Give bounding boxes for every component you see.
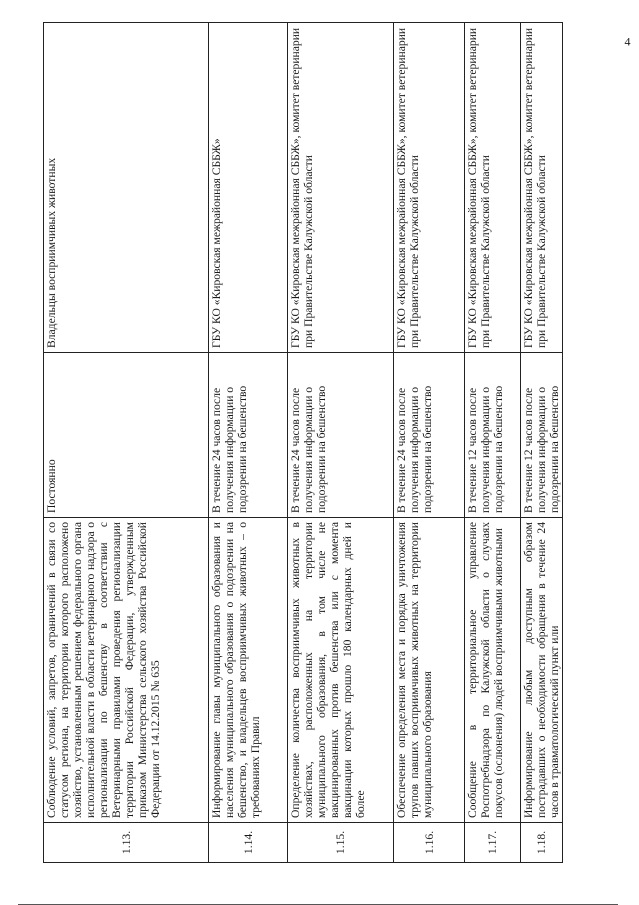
action-cell: Сообщение в территориальное управление Роспотребнадзора по Калужской области о случаях покусов (ослюнения) людей восприимчивыми животными [465, 518, 521, 823]
deadline-cell: В течение 24 часов после получения информации о подозрении на бешенство [288, 353, 394, 518]
table-row [521, 23, 563, 863]
row-number: 1.13. [44, 823, 209, 863]
deadline-cell: В течение 24 часов после получения информации о подозрении на бешенство [209, 353, 288, 518]
action-cell: Соблюдение условий, запретов, ограничений в связи со статусом региона, на территории которого расположено хозяйство, установленным решением федерального органа исполнительной власти в области ветеринарного надзора о регионализации по бешенству в соответствии с Ветеринарными правилами проведения регионализации территории Российской Федерации, утвержденным приказом Министерства сельского хозяйства Российской Федерации от 14.12.2015 № 635 [44, 518, 209, 823]
row-number: 1.17. [465, 823, 521, 863]
row-number: 1.15. [288, 823, 394, 863]
row-number: 1.14. [209, 823, 288, 863]
table-row [209, 23, 288, 863]
row-number: 1.18. [521, 823, 563, 863]
table-row [288, 23, 394, 863]
deadline-cell: В течение 24 часов после получения информации о подозрении на бешенство [394, 353, 465, 518]
action-cell: Информирование любым доступным образом пострадавших о необходимости обращения в течение 24 часов в травматологический пункт или [521, 518, 563, 823]
table-row [44, 23, 209, 863]
executor-cell: ГБУ КО «Кировская межрайонная СББЖ» [209, 23, 288, 353]
executor-cell: ГБУ КО «Кировская межрайонная СББЖ», комитет ветеринарии при Правительстве Калужской области [521, 23, 563, 353]
row-number: 1.16. [394, 823, 465, 863]
table-row [394, 23, 465, 863]
deadline-cell: В течение 12 часов после получения информации о подозрении на бешенство [521, 353, 563, 518]
action-cell: Информирование главы муниципального образования и населения муниципального образования о подозрении на бешенство, и владельцев восприимчивых животных – о требованиях Правил [209, 518, 288, 823]
executor-cell: ГБУ КО «Кировская межрайонная СББЖ», комитет ветеринарии при Правительстве Калужской области [288, 23, 394, 353]
deadline-cell: В течение 12 часов после получения информации о подозрении на бешенство [465, 353, 521, 518]
executor-cell: Владельцы восприимчивых животных [44, 23, 209, 353]
page-number: 4 [624, 34, 631, 49]
executor-cell: ГБУ КО «Кировская межрайонная СББЖ», комитет ветеринарии при Правительстве Калужской области [465, 23, 521, 353]
action-cell: Обеспечение определения места и порядка уничтожения трупов павших восприимчивых животных на территории муниципального образования [394, 518, 465, 823]
deadline-cell: Постоянно [44, 353, 209, 518]
measures-table [43, 22, 563, 863]
action-cell: Определение количества восприимчивых животных в хозяйствах, расположенных на территории муниципального образования, в том числе не вакцинированных против бешенства или с момента вакцинации которых прошло 180 календарных дней и более [288, 518, 394, 823]
executor-cell: ГБУ КО «Кировская межрайонная СББЖ», комитет ветеринарии при Правительстве Калужской области [394, 23, 465, 353]
table-row [465, 23, 521, 863]
